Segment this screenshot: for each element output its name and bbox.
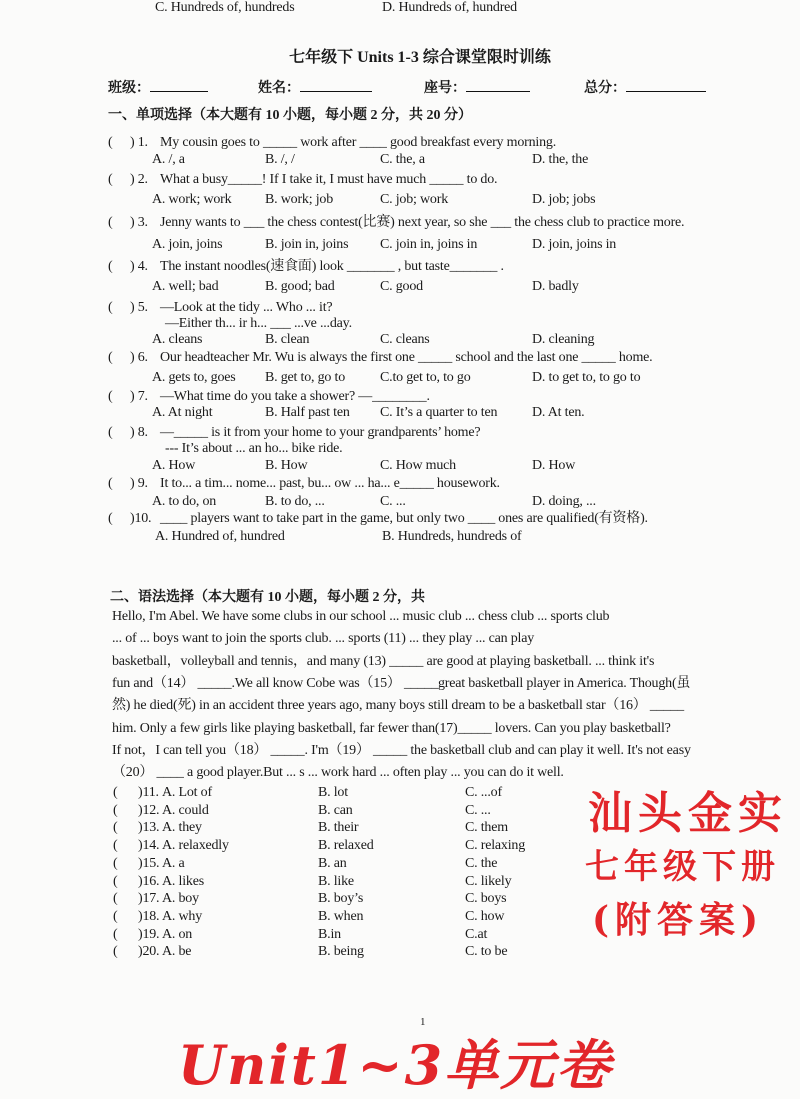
question-text: Our headteacher Mr. Wu is always the first one _____ school and the last one _____ home. <box>160 350 653 365</box>
answer-bracket[interactable]: ( <box>108 511 113 526</box>
option: A. gets to, goes <box>152 370 236 385</box>
answer-bracket[interactable]: ( <box>113 873 118 889</box>
question-text: What a busy_____! If I take it, I must have much _____ to do. <box>160 172 498 187</box>
option-b: B. boy’s <box>318 891 364 907</box>
answer-bracket[interactable]: ( <box>113 820 118 836</box>
question-number: )10. <box>130 511 152 526</box>
choice-number: )16. <box>138 873 160 889</box>
question-text: —Look at the tidy ... Who ... it? <box>160 300 333 315</box>
question-number: ) 6. <box>130 350 148 365</box>
answer-bracket[interactable]: ( <box>113 908 118 924</box>
option-c: C. likely <box>465 873 512 889</box>
option-c: C. them <box>465 820 508 836</box>
question-number: ) 2. <box>130 172 148 187</box>
overlay-line-1: 汕头金实 <box>588 788 788 839</box>
name-blank[interactable] <box>300 79 372 92</box>
option: C. the, a <box>380 152 425 167</box>
question-text: —_____ is it from your home to your grandparents’ home? <box>160 425 481 440</box>
choice-number: )15. <box>138 855 160 871</box>
choice-number: )20. <box>138 944 160 960</box>
question-number: ) 3. <box>130 215 148 230</box>
name-field <box>258 79 372 97</box>
option: A. join, joins <box>152 237 223 252</box>
option: A. work; work <box>152 192 232 207</box>
passage-line: fun and（14） _____.We all know Cobe was（15） _____great basketball player in America. Though(虽 <box>112 675 691 691</box>
class-blank[interactable] <box>150 79 208 92</box>
question-text: The instant noodles(速食面) look _______ , but taste_______ . <box>160 259 504 274</box>
answer-bracket[interactable]: ( <box>108 300 113 315</box>
question-number: ) 9. <box>130 476 148 491</box>
passage-line: ... of ... boys want to join the sports club. ... sports (11) ... they play ... can play <box>112 631 535 647</box>
choice-number: )17. <box>138 891 160 907</box>
option-c: C. ...of <box>465 785 502 800</box>
score-field <box>584 79 706 97</box>
option: D. At ten. <box>532 405 585 420</box>
passage-line: （20） ____ a good player.But ... s ... work hard ... often play ... you can do it well. <box>112 765 564 781</box>
option: D. How <box>532 458 576 473</box>
name-label: 姓名： <box>258 81 300 96</box>
option: A. cleans <box>152 332 203 347</box>
option-b: B. like <box>318 873 354 889</box>
option-c: C. to be <box>465 944 508 960</box>
option: A. How <box>152 458 196 473</box>
question-text: —Either th... ir h... ___ ...ve ...day. <box>165 316 352 331</box>
option: A. /, a <box>152 152 185 167</box>
option: D. join, joins in <box>532 237 617 252</box>
option-a: A. boy <box>162 891 199 907</box>
option: B. get to, go to <box>265 370 346 385</box>
option-c: C. the <box>465 855 498 871</box>
passage-line: Hello, I'm Abel. We have some clubs in our school ... music club ... chess club ... sports club <box>112 609 610 624</box>
option: C. How much <box>380 458 456 473</box>
seat-blank[interactable] <box>466 79 530 92</box>
passage-line: If not，I can tell you（18） _____. I'm（19） _____ the basketball club and can play it well. It's not easy <box>112 742 691 758</box>
option: D. Hundreds of, hundred <box>382 0 517 15</box>
score-blank[interactable] <box>626 79 706 92</box>
answer-bracket[interactable]: ( <box>113 855 118 871</box>
option-b: B.in <box>318 926 341 942</box>
option: A. well; bad <box>152 279 219 294</box>
option-b: B. an <box>318 855 347 871</box>
option: D. badly <box>532 279 579 294</box>
overlay-line-2: 七年级下册 <box>585 847 780 887</box>
option-a: A. why <box>162 908 203 924</box>
option-c: C. relaxing <box>465 838 526 854</box>
exam-title: 七年级下 Units 1-3 综合课堂限时训练 <box>289 49 551 66</box>
option-a: A. be <box>162 944 192 960</box>
option-b: B. lot <box>318 785 348 800</box>
answer-bracket[interactable]: ( <box>108 389 113 404</box>
answer-bracket[interactable]: ( <box>108 350 113 365</box>
option: A. to do, on <box>152 494 217 509</box>
option-a: A. on <box>162 926 193 942</box>
option: B. join in, joins <box>265 237 349 252</box>
choice-number: )14. <box>138 838 160 854</box>
overlay-line-4: (附答案) <box>592 899 765 941</box>
seat-field <box>424 79 530 97</box>
overlay-line-3: Unit1~3单元卷 <box>178 1033 613 1097</box>
seat-label: 座号： <box>424 81 466 96</box>
passage-line: 然) he died(死) in an accident three years ago, many boys still dream to be a basketball star（16） _____ <box>112 698 684 714</box>
option: A. At night <box>152 405 213 420</box>
option: B. clean <box>265 332 310 347</box>
option-b: B. relaxed <box>318 838 374 854</box>
option-b: B. when <box>318 908 364 924</box>
option-b: B. can <box>318 802 353 818</box>
answer-bracket[interactable]: ( <box>113 802 118 818</box>
answer-bracket[interactable]: ( <box>113 785 118 800</box>
option: C. join in, joins in <box>380 237 478 252</box>
option-a: A. likes <box>162 873 204 889</box>
option-b: B. being <box>318 944 364 960</box>
option: B. Hundreds, hundreds of <box>382 529 522 544</box>
option: B. work; job <box>265 192 333 207</box>
option-c: C. boys <box>465 891 507 907</box>
score-label: 总分： <box>584 81 626 96</box>
option: D. cleaning <box>532 332 595 347</box>
question-text: --- It’s about ... an ho... bike ride. <box>165 441 343 456</box>
option-c: C. how <box>465 908 505 924</box>
option: B. good; bad <box>265 279 335 294</box>
choice-number: )11. <box>138 785 159 800</box>
question-number: ) 7. <box>130 389 148 404</box>
choice-number: )19. <box>138 926 160 942</box>
option: B. Half past ten <box>265 405 350 420</box>
answer-bracket[interactable]: ( <box>113 944 118 960</box>
option: C. job; work <box>380 192 448 207</box>
option-c: C. ... <box>465 802 491 818</box>
option-a: A. relaxedly <box>162 838 229 854</box>
class-label: 班级： <box>108 81 150 96</box>
option-a: A. Lot of <box>162 785 212 800</box>
answer-bracket[interactable]: ( <box>108 476 113 491</box>
option: D. to get to, to go to <box>532 370 641 385</box>
choice-number: )13. <box>138 820 160 836</box>
passage-line: basketball，volleyball and tennis，and many (13) _____ are good at playing basketball. ... think it's <box>112 653 655 669</box>
question-number: ) 8. <box>130 425 148 440</box>
option-a: A. they <box>162 820 202 836</box>
class-field <box>108 79 208 97</box>
question-text: It to... a tim... nome... past, bu... ow ... ha... e_____ housework. <box>160 476 500 491</box>
option: C. good <box>380 279 423 294</box>
option-a: A. could <box>162 802 209 818</box>
option: D. the, the <box>532 152 589 167</box>
answer-bracket[interactable]: ( <box>113 926 118 942</box>
page-number: 1 <box>420 1016 426 1028</box>
section2-heading: 二、语法选择（本大题有 10 小题，每小题 2 分，共 <box>110 590 425 605</box>
option: D. job; jobs <box>532 192 596 207</box>
section1-heading: 一、单项选择（本大题有 10 小题，每小题 2 分，共 20 分） <box>108 108 472 123</box>
question-number: ) 4. <box>130 259 148 274</box>
question-text: ____ players want to take part in the game, but only two ____ ones are qualified(有资格). <box>160 511 648 526</box>
option-b: B. their <box>318 820 359 836</box>
option: B. How <box>265 458 308 473</box>
answer-bracket[interactable]: ( <box>108 215 113 230</box>
option: A. Hundred of, hundred <box>155 529 285 544</box>
question-text: My cousin goes to _____ work after ____ good breakfast every morning. <box>160 135 557 150</box>
passage-line: him. Only a few girls like playing basketball, far fewer than(17)_____ lovers. Can you play basketball? <box>112 720 671 736</box>
option: D. doing, ... <box>532 494 596 509</box>
option: C.to get to, to go <box>380 370 471 385</box>
question-number: ) 5. <box>130 300 148 315</box>
answer-bracket[interactable]: ( <box>108 135 113 150</box>
answer-bracket[interactable]: ( <box>113 838 118 854</box>
option: B. /, / <box>265 152 295 167</box>
option-c: C.at <box>465 926 488 942</box>
option: C. cleans <box>380 332 430 347</box>
question-text: Jenny wants to ___ the chess contest(比赛) next year, so she ___ the chess club to practice more. <box>160 215 685 230</box>
choice-number: )18. <box>138 908 160 924</box>
answer-bracket[interactable]: ( <box>108 172 113 187</box>
option: C. Hundreds of, hundreds <box>155 0 295 15</box>
answer-bracket[interactable]: ( <box>108 425 113 440</box>
answer-bracket[interactable]: ( <box>108 259 113 274</box>
option: B. to do, ... <box>265 494 325 509</box>
question-number: ) 1. <box>130 135 148 150</box>
option-a: A. a <box>162 855 185 871</box>
option: C. ... <box>380 494 406 509</box>
option: C. It’s a quarter to ten <box>380 405 498 420</box>
answer-bracket[interactable]: ( <box>113 891 118 907</box>
choice-number: )12. <box>138 802 160 818</box>
question-text: —What time do you take a shower? —________. <box>160 389 430 404</box>
